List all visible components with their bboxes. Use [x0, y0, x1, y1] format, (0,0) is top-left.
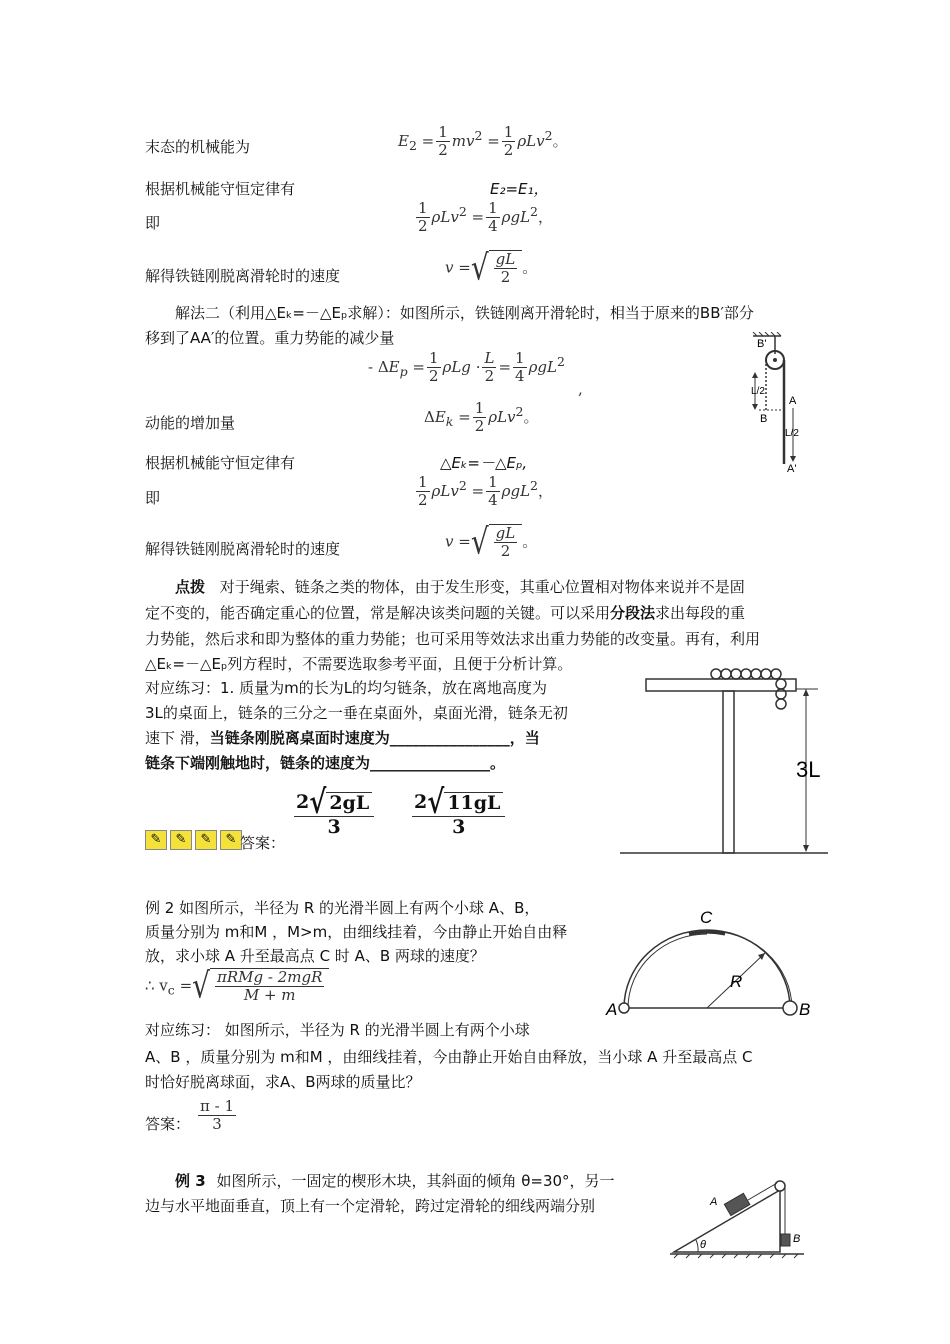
example3-line2: 边与水平地面垂直，顶上有一个定滑轮，跨过定滑轮的细线两端分别: [145, 1197, 596, 1215]
pulley-label-aprime: A': [787, 463, 797, 474]
conservation-label-2: 根据机械能守恒定律有: [145, 454, 296, 472]
example2-line1: 例 2 如图所示，半径为 R 的光滑半圆上有两个小球 A、B，: [145, 899, 540, 917]
wedge-figure: [668, 1170, 808, 1260]
semicircle-label-a: A: [606, 1000, 618, 1019]
result-sub: c: [167, 982, 175, 998]
ke-gain-label: 动能的增加量: [145, 414, 236, 432]
formula-velocity-1: v = √ $\frac{gL}{2}$ 。: [445, 247, 538, 289]
formula-delta-eq: △Eₖ=－△Eₚ,: [440, 454, 528, 472]
example3-line1: [175, 1170, 615, 1191]
result-prefix: ∴ v: [145, 976, 168, 995]
ji-label-2: 即: [145, 489, 161, 507]
wedge-label-a: A: [710, 1196, 718, 1208]
answer1-formula: 2 √ 2gL 3: [292, 790, 376, 839]
answer2-formula: 2 √ 11gL 3: [410, 790, 507, 839]
formula-velocity-2: v = √ $\frac{gL}{2}$ 。: [445, 521, 538, 563]
exercise2-line1: 对应练习： 如图所示，半径为 R 的光滑半圆上有两个小球: [145, 1021, 530, 1039]
wedge-label-b: B: [793, 1233, 801, 1245]
exercise2-answer-label: 答案：: [145, 1115, 191, 1133]
semicircle-label-b: B: [799, 1000, 811, 1019]
solve-label-1: 解得铁链刚脱离滑轮时的速度: [145, 267, 341, 285]
semicircle-label-c: C: [700, 908, 713, 927]
answer1-radicand: 2gL: [326, 792, 372, 815]
tip-line2-b: 求出每段的重: [655, 604, 746, 622]
wedge-label-theta: θ: [700, 1239, 706, 1251]
formula-ke-gain: $\Delta E_k$ = $\frac{1}{2}$ ρLv$^2$。: [424, 399, 539, 436]
answer2-den: 3: [452, 816, 466, 838]
solve-label-2: 解得铁链刚脱离滑轮时的速度: [145, 540, 341, 558]
semicircle-label-r: R: [730, 972, 743, 991]
exercise1-line3-a: 速下 滑，: [145, 729, 210, 747]
exercise1-line3-b: 当链条刚脱离桌面时速度为________________，当: [209, 729, 540, 747]
pulley-chain-figure: [745, 332, 815, 474]
conservation-label-1: 根据机械能守恒定律有: [145, 180, 296, 198]
formula-energy-eq-2: $\frac{1}{2}$ ρLv$^2$ = $\frac{1}{4}$ ρgL$^2$，: [418, 473, 554, 510]
table-chain-figure: [618, 665, 833, 860]
semicircle-figure: [602, 905, 817, 1020]
example3-line1-text: 如图所示，一固定的楔形木块，其斜面的倾角 θ=30°，另一: [216, 1172, 615, 1190]
pulley-label-bprime: B': [757, 338, 767, 350]
table-height-label: 3L: [796, 757, 821, 782]
formula-e2-eq-e1: E₂=E₁，: [490, 180, 549, 198]
method2-line2: 移到了AA′的位置。重力势能的减少量: [145, 329, 395, 347]
tip-heading: 点拨: [175, 578, 206, 596]
pencil-icon: ✎: [195, 830, 217, 850]
result-num: πRMg - 2mgR: [217, 968, 323, 986]
pulley-label-l2-top: L/2: [751, 386, 765, 397]
example2-line2: 质量分别为 m和M ，M>m，由细线挂着，今由静止开始自由释: [145, 923, 568, 941]
answer2-radicand: 11gL: [444, 792, 503, 815]
decor-icons: [145, 830, 242, 850]
final-energy-label: 末态的机械能为: [145, 138, 251, 156]
method2-line1: 解法二（利用△Eₖ=－△Eₚ求解）：如图所示，铁链刚离开滑轮时，相当于原来的BB′部分: [175, 304, 754, 322]
answer1-coef: 2: [296, 791, 310, 813]
pencil-icon: ✎: [170, 830, 192, 850]
tip-line2: [145, 602, 745, 623]
example3-heading: 例 3: [175, 1172, 206, 1190]
answer2-coef: 2: [414, 791, 428, 813]
formula-e2: $E_2$ = $\frac{1}{2}$ $mv^2$ = $\frac{1}{2}$ ρLv$^2$。: [398, 123, 568, 160]
pulley-label-b: B: [760, 413, 768, 425]
tip-line2-bold: 分段法: [610, 604, 656, 622]
answer1-den: 3: [327, 816, 341, 838]
tip-line2-a: 定不变的，能否确定重心的位置，常是解决该类问题的关键。可以采用: [145, 604, 611, 622]
exercise1-answer-label: 答案：: [240, 834, 286, 852]
formula-potential-drop: - $\Delta E_p$ = $\frac{1}{2}$ ρLg · $\frac{L}{2}$ = $\frac{1}{4}$ ρgL$^2$: [368, 349, 565, 386]
exercise1-line4: 链条下端刚触地时，链条的速度为________________。: [145, 754, 506, 772]
exercise1-line1: 对应练习：1. 质量为m的长为L的均匀链条，放在离地高度为: [145, 679, 548, 697]
exercise1-line3: [145, 727, 540, 748]
exercise2-answer-num: π - 1: [200, 1097, 235, 1115]
pulley-label-l2-bottom: L/2: [785, 428, 799, 439]
tip-line4: △Eₖ=－△Eₚ列方程时，不需要选取参考平面，且便于分析计算。: [145, 655, 573, 673]
pencil-icon: ✎: [145, 830, 167, 850]
example2-result: ∴ $v_c$ = √ $\frac{\text{πRMg - 2mgR}}{M + m}$: [145, 968, 329, 1005]
tip-line1-text: 对于绳索、链条之类的物体，由于发生形变，其重心位置相对物体来说并不是固: [219, 578, 745, 596]
example2-line3: 放，求小球 A 升至最高点 C 时 A、B 两球的速度？: [145, 947, 485, 965]
tip-line3: 力势能，然后求和即为整体的重力势能；也可采用等效法求出重力势能的改变量。再有，利用: [145, 630, 761, 648]
exercise1-line2: 3L的桌面上，链条的三分之一垂在桌面外，桌面光滑，链条无初: [145, 704, 568, 722]
comma-mark: ,: [578, 380, 583, 398]
exercise2-answer-den: 3: [212, 1115, 222, 1134]
exercise2-line2: A、B ，质量分别为 m和M ，由细线挂着，今由静止开始自由释放，当小球 A 升至最高点 C: [145, 1048, 753, 1066]
pencil-icon: ✎: [220, 830, 242, 850]
pulley-label-a: A: [789, 395, 797, 407]
exercise2-answer: [196, 1098, 238, 1134]
exercise2-line3: 时恰好脱离球面，求A、B两球的质量比？: [145, 1073, 421, 1091]
formula-energy-eq-1: $\frac{1}{2}$ ρLv$^2$ = $\frac{1}{4}$ ρgL$^2$，: [418, 199, 554, 236]
result-den: M + m: [243, 986, 296, 1005]
ji-label-1: 即: [145, 214, 161, 232]
tip-line1: [175, 576, 745, 597]
